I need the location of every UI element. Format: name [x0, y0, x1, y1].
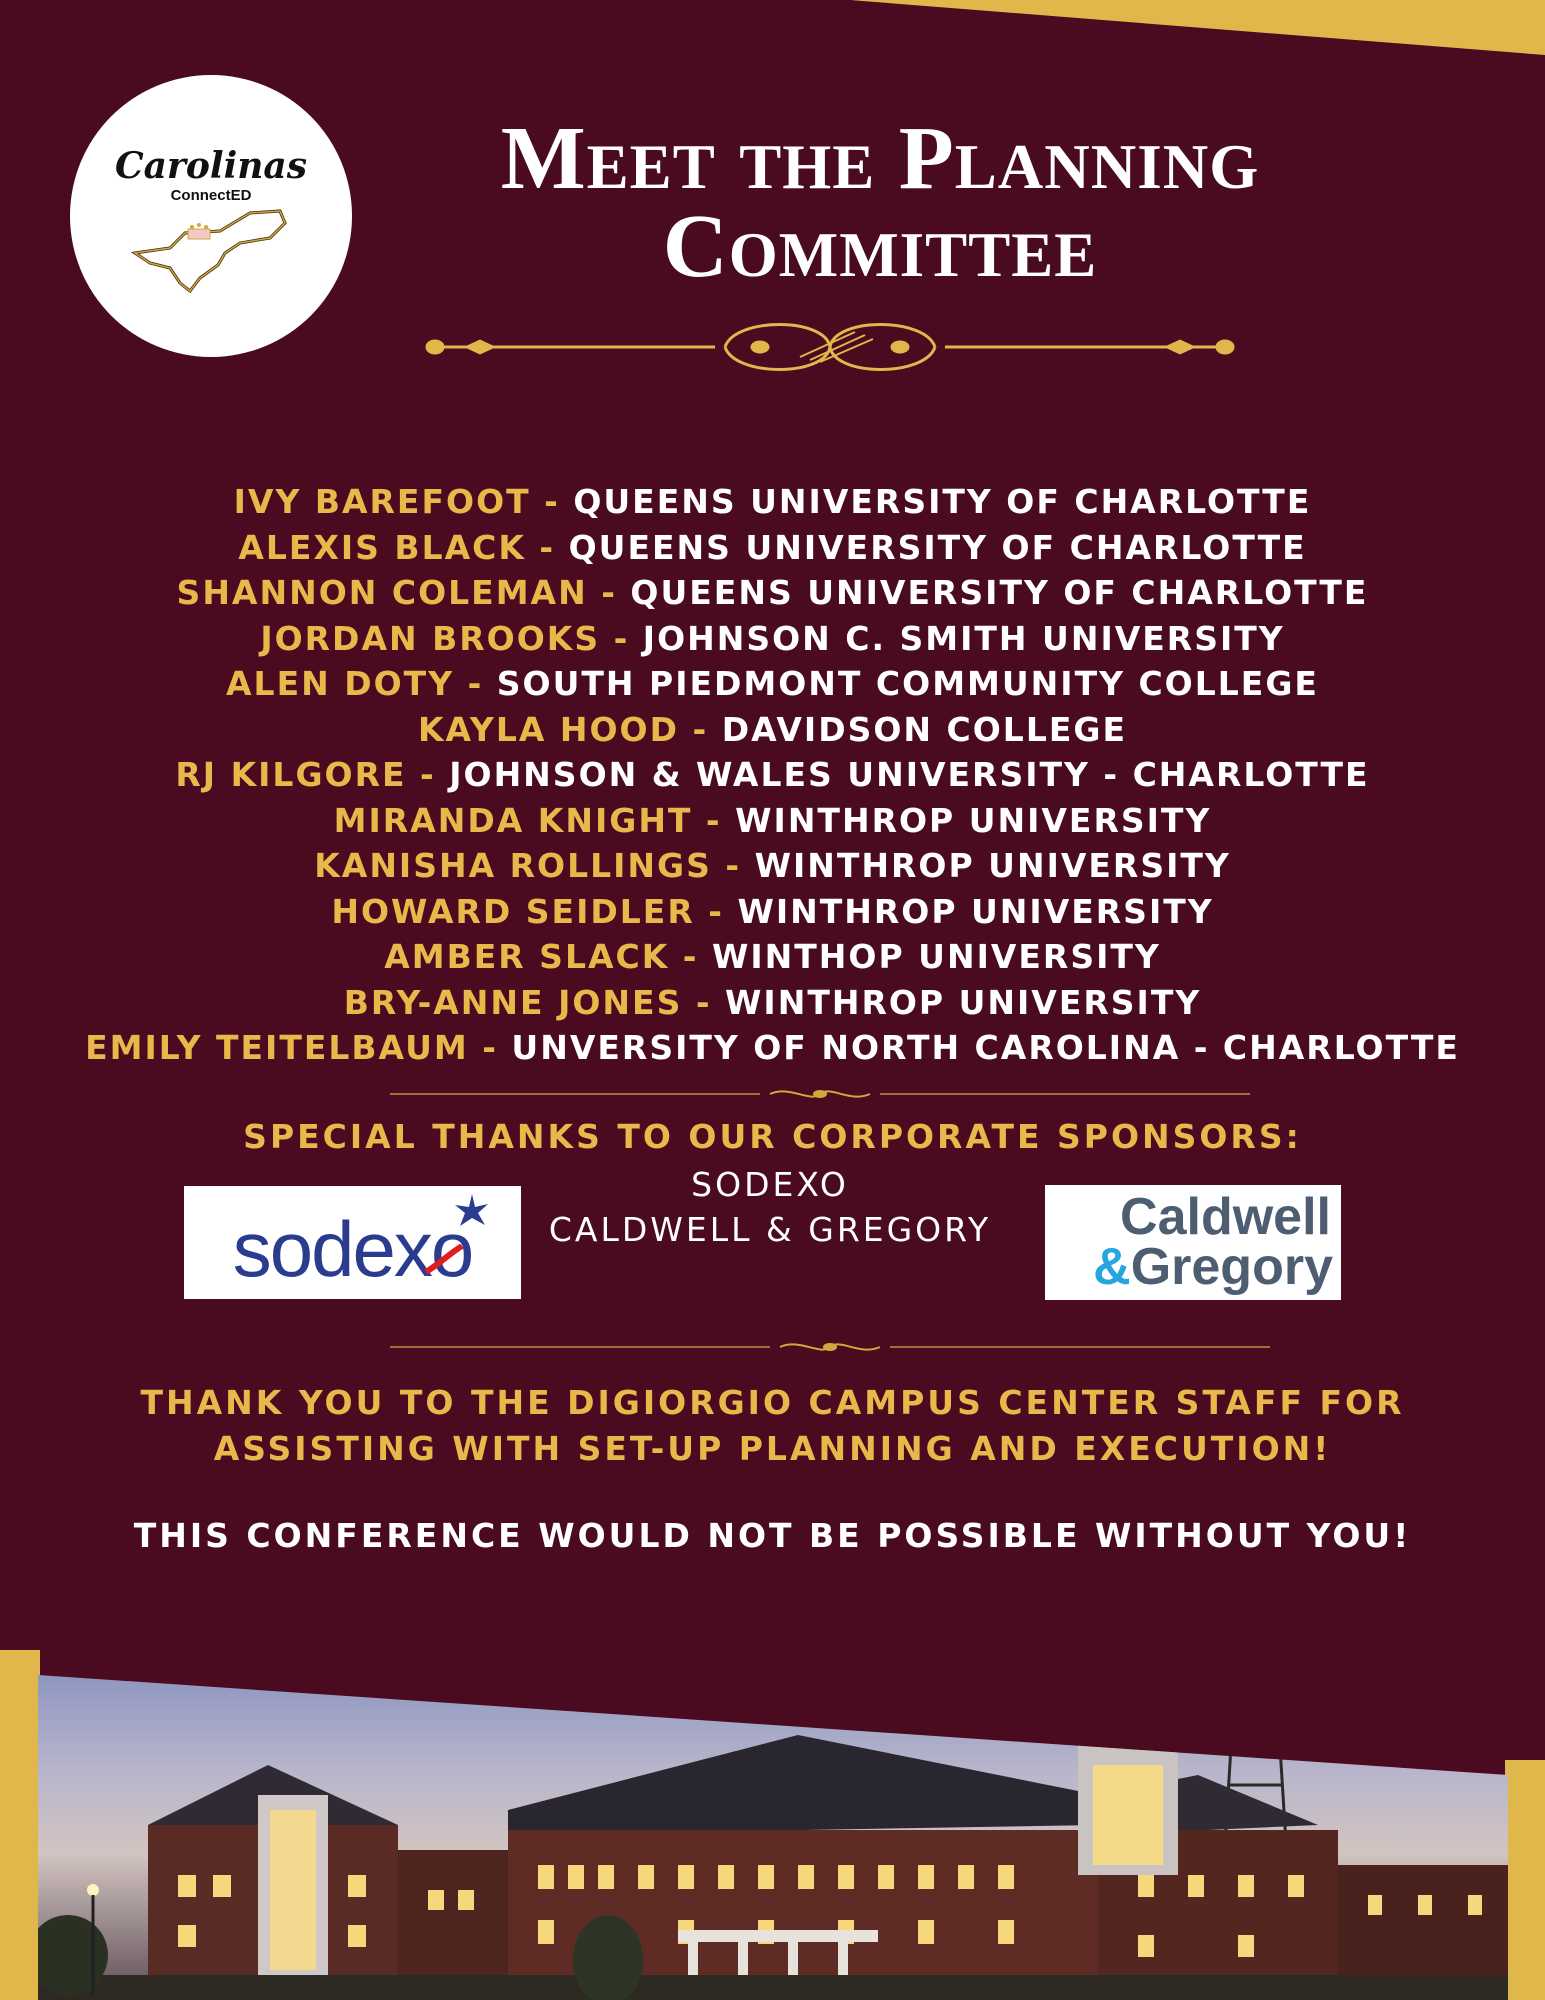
- member-institution: WINTHOP UNIVERSITY: [712, 937, 1161, 976]
- sponsor-name: CALDWELL & GREGORY: [548, 1210, 992, 1249]
- member-row: [0, 525, 1545, 571]
- cg-logo-line2: [1045, 1237, 1341, 1297]
- member-institution: WINTHROP UNIVERSITY: [737, 891, 1214, 931]
- caldwell-gregory-logo: [1045, 1185, 1341, 1300]
- member-row: [0, 798, 1545, 844]
- cg-logo-gregory: Gregory: [1130, 1238, 1333, 1296]
- member-row: [0, 1025, 1545, 1071]
- member-institution: QUEENS UNIVERSITY OF CHARLOTTE: [630, 573, 1369, 612]
- cg-logo-line1: Caldwell: [1120, 1188, 1331, 1246]
- member-row: [0, 570, 1545, 616]
- staff-thanks-line-1: THANK YOU TO THE DIGIORGIO CAMPUS CENTER STAFF FOR: [140, 1383, 1405, 1422]
- gold-edge-left: [0, 1650, 40, 2000]
- member-name: IVY BAREFOOT -: [233, 482, 560, 521]
- logo-script-text: Carolinas: [114, 145, 308, 187]
- member-name: KANISHA ROLLINGS -: [314, 846, 742, 885]
- member-name: MIRANDA KNIGHT -: [333, 800, 722, 840]
- member-institution: WINTHROP UNIVERSITY: [735, 800, 1212, 840]
- member-name: ALEXIS BLACK -: [238, 527, 556, 567]
- member-institution: QUEENS UNIVERSITY OF CHARLOTTE: [573, 482, 1312, 521]
- divider-ornament-icon: [390, 1085, 1250, 1103]
- sodexo-red-swoosh-icon: [424, 1244, 464, 1274]
- sponsor-heading: SPECIAL THANKS TO OUR CORPORATE SPONSORS:: [243, 1117, 1302, 1156]
- cg-logo-amp: &: [1093, 1238, 1131, 1296]
- member-row: [0, 616, 1545, 662]
- member-institution: WINTHROP UNIVERSITY: [725, 982, 1202, 1022]
- member-institution: JOHNSON & WALES UNIVERSITY - CHARLOTTE: [449, 755, 1370, 794]
- member-institution: UNVERSITY OF NORTH CAROLINA - CHARLOTTE: [511, 1028, 1460, 1067]
- member-name: HOWARD SEIDLER -: [331, 891, 724, 931]
- member-name: ALEN DOTY -: [226, 664, 484, 703]
- page-title: [360, 109, 1400, 296]
- ornament-flourish-icon: [405, 312, 1255, 382]
- committee-member-list: [0, 479, 1545, 1071]
- sponsor-name: SODEXO: [691, 1165, 849, 1204]
- member-row: [0, 889, 1545, 935]
- star-icon: [452, 1192, 492, 1232]
- sodexo-logo: [184, 1186, 521, 1299]
- member-name: JORDAN BROOKS -: [260, 618, 630, 658]
- divider-ornament-icon: [390, 1338, 1270, 1356]
- staff-thanks: [0, 1380, 1545, 1472]
- member-institution: SOUTH PIEDMONT COMMUNITY COLLEGE: [496, 664, 1319, 703]
- member-row: [0, 934, 1545, 980]
- sponsor-name-list: [520, 1162, 1020, 1252]
- gold-edge-right: [1505, 1760, 1545, 2000]
- title-line-1: Meet the Planning: [500, 109, 1260, 208]
- closing-message: THIS CONFERENCE WOULD NOT BE POSSIBLE WITHOUT YOU!: [133, 1516, 1412, 1555]
- member-row: [0, 661, 1545, 707]
- carolinas-map-icon: [130, 203, 290, 293]
- staff-thanks-line-2: ASSISTING WITH SET-UP PLANNING AND EXECUTION!: [213, 1429, 1332, 1468]
- member-name: KAYLA HOOD -: [417, 709, 709, 749]
- sodexo-logo-text: sodexo: [232, 1205, 473, 1293]
- member-name: SHANNON COLEMAN -: [176, 573, 617, 612]
- member-row: [0, 479, 1545, 525]
- member-name: BRY-ANNE JONES -: [343, 982, 712, 1022]
- member-institution: DAVIDSON COLLEGE: [721, 709, 1128, 749]
- member-row: [0, 980, 1545, 1026]
- member-institution: QUEENS UNIVERSITY OF CHARLOTTE: [568, 527, 1307, 567]
- member-institution: WINTHROP UNIVERSITY: [754, 846, 1231, 885]
- member-name: AMBER SLACK -: [384, 937, 699, 976]
- member-row: [0, 752, 1545, 798]
- member-name: EMILY TEITELBAUM -: [85, 1028, 498, 1067]
- member-row: [0, 707, 1545, 753]
- member-row: [0, 843, 1545, 889]
- logo-sub-text: ConnectED: [170, 187, 252, 204]
- member-institution: JOHNSON C. SMITH UNIVERSITY: [642, 618, 1285, 658]
- member-name: RJ KILGORE -: [175, 755, 436, 794]
- carolinas-connected-logo: [70, 75, 352, 357]
- title-line-2: Committee: [662, 197, 1098, 296]
